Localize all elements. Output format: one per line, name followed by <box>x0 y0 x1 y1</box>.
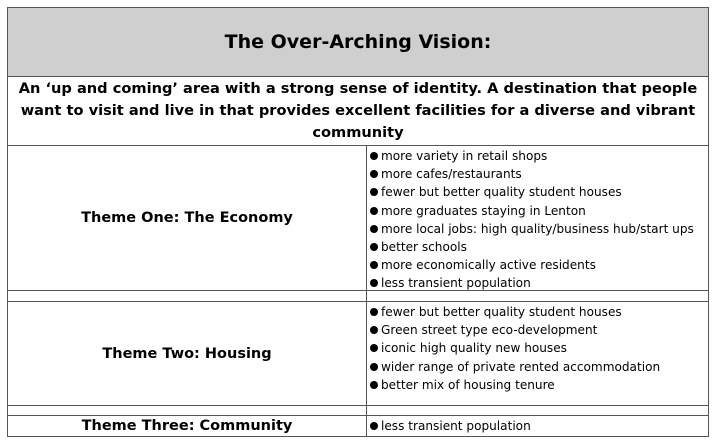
theme-items <box>367 146 708 290</box>
list-item: better schools <box>370 238 708 256</box>
theme-items <box>367 302 708 405</box>
vision-statement: An ‘up and coming’ area with a strong sense of identity. A destination that people want to visit and live in that provides excellent facilities for a diverse and vibrant community <box>8 76 708 146</box>
list-item: better mix of housing tenure <box>370 376 708 394</box>
vision-table <box>7 7 709 437</box>
theme-name: Theme Three: Community <box>8 416 367 436</box>
list-item: fewer but better quality student houses <box>370 303 708 321</box>
list-item: less transient population <box>370 417 708 435</box>
list-item: iconic high quality new houses <box>370 339 708 357</box>
list-item: more graduates staying in Lenton <box>370 202 708 220</box>
list-item: more variety in retail shops <box>370 147 708 165</box>
list-item: less transient population <box>370 274 708 292</box>
list-item: more economically active residents <box>370 256 708 274</box>
list-item: more cafes/restaurants <box>370 165 708 183</box>
theme-name: Theme Two: Housing <box>8 302 367 405</box>
list-item: more local jobs: high quality/business hub/start ups <box>370 220 708 238</box>
list-item: fewer but better quality student houses <box>370 183 708 201</box>
theme-row-housing <box>8 302 708 406</box>
theme-name: Theme One: The Economy <box>8 146 367 290</box>
theme-row-community <box>8 416 708 436</box>
column-divider <box>366 291 367 301</box>
theme-row-economy <box>8 146 708 291</box>
column-divider <box>366 406 367 415</box>
row-spacer <box>8 406 708 416</box>
theme-items <box>367 416 708 436</box>
list-item: Green street type eco-development <box>370 321 708 339</box>
table-title: The Over-Arching Vision: <box>8 8 708 77</box>
row-spacer <box>8 291 708 302</box>
list-item: wider range of private rented accommodation <box>370 358 708 376</box>
